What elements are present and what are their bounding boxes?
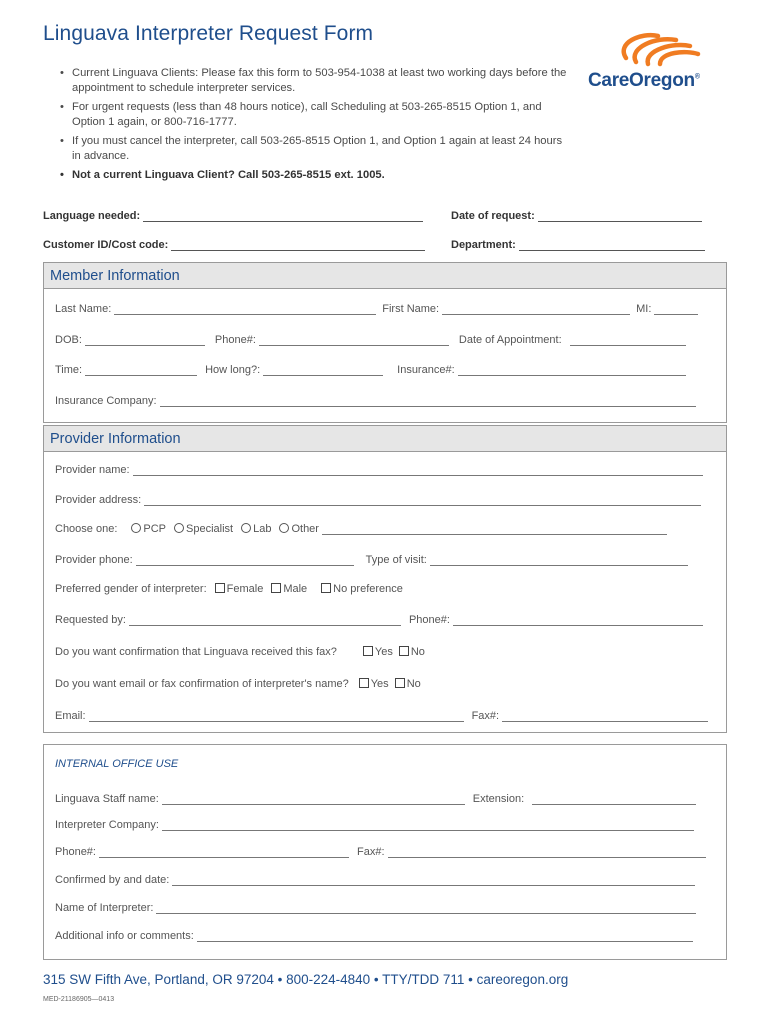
pcp-radio[interactable]	[131, 523, 141, 533]
provider-type-row	[55, 523, 667, 535]
customer-id-row	[43, 239, 425, 251]
confirm-fax-no-label: No	[410, 646, 425, 658]
first-name-field[interactable]	[442, 304, 630, 315]
confirmed-label: Confirmed by and date:	[55, 874, 170, 886]
internal-office-title: INTERNAL OFFICE USE	[55, 758, 179, 770]
internal-fax-field[interactable]	[388, 847, 706, 858]
customer-id-field[interactable]	[171, 240, 425, 251]
mi-field[interactable]	[654, 304, 698, 315]
pcp-label: PCP	[143, 523, 167, 535]
interpreter-company-field[interactable]	[162, 820, 694, 831]
member-information-header: Member Information	[44, 263, 726, 289]
fax-label: Fax#:	[471, 710, 500, 722]
internal-phone-row	[55, 846, 706, 858]
dob-field[interactable]	[85, 335, 205, 346]
provider-name-label: Provider name:	[55, 464, 130, 476]
lab-radio[interactable]	[241, 523, 251, 533]
interpreter-name-label: Name of Interpreter:	[55, 902, 154, 914]
footer-contact: 315 SW Fifth Ave, Portland, OR 97204 • 800-224-4840 • TTY/TDD 711 • careoregon.org	[43, 972, 569, 987]
instruction-item: • If you must cancel the interpreter, call 503-265-8515 Option 1, and Option 1 again at least 24 hours in advance.	[60, 134, 570, 164]
instruction-item: • Not a current Linguava Client? Call 503-265-8515 ext. 1005.	[60, 168, 570, 183]
member-phone-field[interactable]	[259, 335, 449, 346]
confirm-name-no-label: No	[406, 678, 421, 690]
additional-info-row	[55, 930, 693, 942]
choose-one-label: Choose one:	[55, 523, 118, 535]
member-phone-label: Phone#:	[214, 334, 256, 346]
date-of-request-label: Date of request:	[451, 210, 535, 222]
confirm-name-question: Do you want email or fax confirmation of interpreter's name?	[55, 678, 349, 690]
insurance-number-field[interactable]	[458, 365, 686, 376]
mi-label: MI:	[636, 303, 652, 315]
no-preference-checkbox[interactable]	[321, 583, 331, 593]
form-title: Linguava Interpreter Request Form	[43, 22, 374, 45]
confirm-fax-yes-checkbox[interactable]	[363, 646, 373, 656]
requested-by-field[interactable]	[129, 615, 401, 626]
requested-by-row	[55, 614, 703, 626]
department-row	[451, 239, 705, 251]
insurance-company-row	[55, 395, 696, 407]
provider-phone-field[interactable]	[136, 555, 354, 566]
interpreter-name-field[interactable]	[156, 903, 696, 914]
time-field[interactable]	[85, 365, 197, 376]
time-row	[55, 364, 686, 376]
time-label: Time:	[55, 364, 83, 376]
insurance-company-label: Insurance Company:	[55, 395, 157, 407]
provider-name-row	[55, 464, 703, 476]
customer-id-label: Customer ID/Cost code:	[43, 239, 169, 251]
preferred-gender-label: Preferred gender of interpreter:	[55, 583, 207, 595]
staff-name-field[interactable]	[162, 794, 465, 805]
staff-name-label: Linguava Staff name:	[55, 793, 159, 805]
confirm-fax-yes-label: Yes	[374, 646, 393, 658]
provider-address-field[interactable]	[144, 495, 701, 506]
provider-phone-label: Provider phone:	[55, 554, 133, 566]
confirmed-row	[55, 874, 695, 886]
instruction-item: • Current Linguava Clients: Please fax this form to 503-954-1038 at least two working days before the appointment to schedule interpreter services.	[60, 66, 570, 96]
internal-phone-label: Phone#:	[55, 846, 96, 858]
fax-field[interactable]	[502, 711, 708, 722]
confirm-name-row	[55, 678, 421, 690]
interpreter-company-label: Interpreter Company:	[55, 819, 159, 831]
specialist-radio[interactable]	[174, 523, 184, 533]
confirm-fax-question: Do you want confirmation that Linguava received this fax?	[55, 646, 337, 658]
how-long-label: How long?:	[205, 364, 261, 376]
registered-mark: ®	[694, 73, 700, 81]
date-of-request-row	[451, 210, 702, 222]
female-checkbox[interactable]	[215, 583, 225, 593]
instruction-item: • For urgent requests (less than 48 hours notice), call Scheduling at 503-265-8515 Option 1, and Option 1 again, or 800-716-1777.	[60, 100, 570, 130]
form-code: MED-21186905—0413	[43, 996, 115, 1003]
last-name-label: Last Name:	[55, 303, 112, 315]
confirm-name-yes-label: Yes	[370, 678, 389, 690]
extension-label: Extension:	[472, 793, 525, 805]
logo-name: CareOregon	[588, 70, 695, 91]
how-long-field[interactable]	[263, 365, 383, 376]
logo-wordmark	[588, 70, 700, 92]
requested-by-label: Requested by:	[55, 614, 126, 626]
department-field[interactable]	[519, 240, 705, 251]
language-needed-row	[43, 210, 423, 222]
lab-label: Lab	[253, 523, 272, 535]
department-label: Department:	[451, 239, 516, 251]
date-of-appointment-label: Date of Appointment:	[458, 334, 562, 346]
internal-fax-label: Fax#:	[356, 846, 385, 858]
other-radio[interactable]	[279, 523, 289, 533]
confirm-name-no-checkbox[interactable]	[395, 678, 405, 688]
insurance-number-label: Insurance#:	[397, 364, 455, 376]
dob-row	[55, 334, 686, 346]
requested-phone-label: Phone#:	[408, 614, 450, 626]
first-name-label: First Name:	[382, 303, 440, 315]
provider-phone-row	[55, 554, 688, 566]
confirmed-field[interactable]	[172, 875, 695, 886]
additional-info-label: Additional info or comments:	[55, 930, 194, 942]
provider-address-label: Provider address:	[55, 494, 142, 506]
interpreter-name-row	[55, 902, 696, 914]
other-field[interactable]	[322, 524, 667, 535]
gender-row	[55, 583, 403, 595]
male-checkbox[interactable]	[271, 583, 281, 593]
member-information-section	[43, 262, 727, 423]
type-of-visit-field[interactable]	[430, 555, 688, 566]
requested-phone-field[interactable]	[453, 615, 703, 626]
confirm-fax-no-checkbox[interactable]	[399, 646, 409, 656]
female-label: Female	[226, 583, 264, 595]
provider-address-row	[55, 494, 701, 506]
instructions-list	[60, 66, 570, 187]
provider-name-field[interactable]	[133, 465, 703, 476]
confirm-name-yes-checkbox[interactable]	[359, 678, 369, 688]
specialist-label: Specialist	[186, 523, 234, 535]
date-of-appointment-field[interactable]	[570, 335, 686, 346]
email-row	[55, 710, 708, 722]
date-of-request-field[interactable]	[538, 211, 702, 222]
language-needed-label: Language needed:	[43, 210, 141, 222]
extension-field[interactable]	[532, 794, 696, 805]
interpreter-company-row	[55, 819, 694, 831]
provider-information-header: Provider Information	[44, 426, 726, 452]
internal-office-section	[43, 744, 727, 960]
email-field[interactable]	[89, 711, 464, 722]
other-label: Other	[291, 523, 319, 535]
type-of-visit-label: Type of visit:	[365, 554, 427, 566]
language-needed-field[interactable]	[143, 211, 423, 222]
last-name-field[interactable]	[114, 304, 376, 315]
no-preference-label: No preference	[333, 583, 403, 595]
additional-info-field[interactable]	[197, 931, 693, 942]
email-label: Email:	[55, 710, 86, 722]
provider-information-section	[43, 425, 727, 733]
staff-name-row	[55, 793, 696, 805]
dob-label: DOB:	[55, 334, 82, 346]
confirm-fax-row	[55, 646, 425, 658]
name-row	[55, 303, 698, 315]
internal-phone-field[interactable]	[99, 847, 349, 858]
insurance-company-field[interactable]	[160, 396, 696, 407]
male-label: Male	[283, 583, 308, 595]
